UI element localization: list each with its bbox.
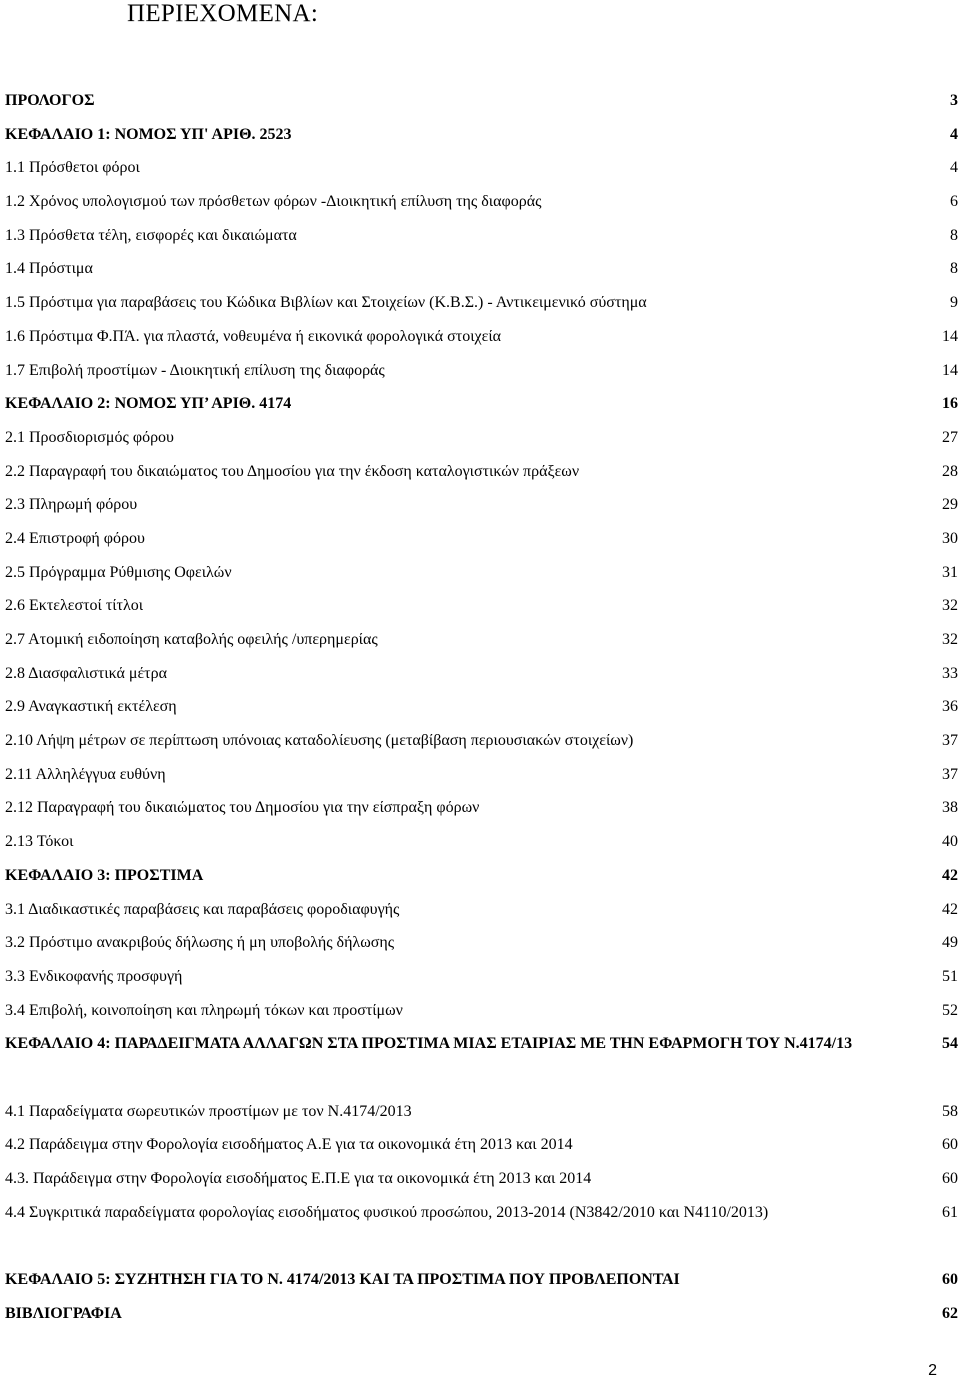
toc-entry-page: 30 (942, 529, 958, 547)
toc-entry (5, 558, 960, 592)
toc-entry-page: 27 (942, 428, 958, 446)
toc-entry-label: 1.6 Πρόστιμα Φ.ΠΆ. για πλαστά, νοθευμένα ή εικονικά φορολογικά στοιχεία (5, 327, 501, 345)
toc-entry-label: 1.2 Χρόνος υπολογισμού των πρόσθετων φόρων -Διοικητική επίλυση της διαφοράς (5, 193, 542, 211)
toc-entry (5, 322, 960, 356)
toc-entry-label: 2.2 Παραγραφή του δικαιώματος του Δημοσίου για την έκδοση καταλογιστικών πράξεων (5, 462, 580, 480)
table-of-contents (5, 86, 960, 1332)
toc-entry (5, 490, 960, 524)
toc-entry-page: 8 (950, 260, 958, 278)
toc-entry (5, 760, 960, 794)
toc-entry-label: ΒΙΒΛΙΟΓΡΑΦΙΑ (5, 1304, 122, 1322)
toc-entry-page: 52 (942, 1001, 958, 1019)
toc-entry-label: 2.1 Προσδιορισμός φόρου (5, 428, 174, 446)
toc-entry-page: 32 (942, 631, 958, 648)
toc-entry (5, 1198, 960, 1265)
toc-entry-page: 51 (942, 967, 958, 985)
toc-entry (5, 625, 960, 659)
toc-entry-page: 8 (950, 226, 958, 244)
toc-entry-label: 2.10 Λήψη μέτρων σε περίπτωση υπόνοιας καταδολίευσης (μεταβίβαση περιουσιακών στοιχείων) (5, 732, 634, 750)
toc-entry-label: 3.1 Διαδικαστικές παραβάσεις και παραβάσεις φοροδιαφυγής (5, 900, 400, 918)
toc-entry (5, 793, 960, 827)
toc-chapter-entry (5, 1265, 960, 1299)
toc-entry-page: 37 (942, 765, 958, 783)
toc-chapter-entry (5, 1029, 960, 1096)
toc-entry (5, 928, 960, 962)
toc-entry (5, 187, 960, 221)
toc-entry-label: 1.4 Πρόστιμα (5, 260, 93, 278)
toc-entry-label: 2.12 Παραγραφή του δικαιώματος του Δημοσίου για την είσπραξη φόρων (5, 799, 480, 817)
toc-entry-page: 61 (942, 1203, 958, 1221)
toc-entry-page: 4 (950, 125, 958, 143)
toc-chapter-entry (5, 86, 960, 120)
toc-entry-page: 60 (942, 1271, 958, 1289)
toc-chapter-entry (5, 389, 960, 423)
toc-entry-label: 2.13 Τόκοι (5, 833, 74, 851)
toc-entry (5, 962, 960, 996)
toc-entry (5, 254, 960, 288)
toc-entry-page: 14 (942, 361, 958, 379)
toc-entry-page: 28 (942, 462, 958, 480)
toc-entry (5, 591, 960, 625)
toc-entry-label: 4.4 Συγκριτικά παραδείγματα φορολογίας εισοδήματος φυσικού προσώπου, 2013-2014 (Ν3842/2010 και Ν4110/2013) (5, 1203, 769, 1221)
toc-entry (5, 524, 960, 558)
toc-entry-label: ΠΡΟΛΟΓΟΣ (5, 92, 95, 109)
toc-entry-page: 3 (950, 92, 958, 109)
toc-entry (5, 827, 960, 861)
toc-entry-page: 36 (942, 698, 958, 716)
toc-entry (5, 659, 960, 693)
toc-entry-label: 2.9 Αναγκαστική εκτέλεση (5, 698, 177, 716)
toc-entry-page: 54 (942, 1035, 958, 1053)
toc-entry-page: 42 (942, 866, 958, 884)
toc-entry-page: 37 (942, 732, 958, 750)
toc-entry-label: ΚΕΦΑΛΑΙΟ 2: ΝΟΜΟΣ ΥΠ’ ΑΡΙΘ. 4174 (5, 395, 292, 413)
toc-entry-page: 62 (942, 1304, 958, 1322)
toc-entry-label: 1.7 Επιβολή προστίμων - Διοικητική επίλυση της διαφοράς (5, 361, 385, 379)
toc-entry-label: 2.7 Ατομική ειδοποίηση καταβολής οφειλής /υπερημερίας (5, 631, 378, 648)
toc-entry (5, 423, 960, 457)
toc-entry (5, 726, 960, 760)
toc-entry-page: 40 (942, 833, 958, 851)
toc-entry-page: 32 (942, 597, 958, 615)
toc-entry (5, 457, 960, 491)
toc-entry-label: 2.4 Επιστροφή φόρου (5, 529, 145, 547)
toc-entry (5, 895, 960, 929)
toc-entry-label: 1.1 Πρόσθετοι φόροι (5, 159, 140, 177)
toc-entry-label: 2.3 Πληρωμή φόρου (5, 496, 138, 514)
toc-entry-page: 60 (942, 1136, 958, 1154)
toc-entry-page: 9 (950, 294, 958, 312)
toc-entry (5, 221, 960, 255)
toc-entry-page: 42 (942, 900, 958, 918)
toc-entry-page: 38 (942, 799, 958, 817)
toc-entry-label: 4.3. Παράδειγμα στην Φορολογία εισοδήματος Ε.Π.Ε για τα οικονομικά έτη 2013 και 2014 (5, 1170, 592, 1188)
toc-entry-label: ΚΕΦΑΛΑΙΟ 5: ΣΥΖΗΤΗΣΗ ΓΙΑ ΤΟ Ν. 4174/2013 ΚΑΙ ΤΑ ΠΡΟΣΤΙΜΑ ΠΟΥ ΠΡΟΒΛΕΠΟΝΤΑΙ (5, 1271, 680, 1289)
toc-entry-page: 31 (942, 563, 958, 581)
toc-entry-label: 3.4 Επιβολή, κοινοποίηση και πληρωμή τόκων και προστίμων (5, 1001, 403, 1019)
toc-entry-label: 4.2 Παράδειγμα στην Φορολογία εισοδήματος Α.Ε για τα οικονομικά έτη 2013 και 2014 (5, 1136, 573, 1154)
toc-entry-page: 14 (942, 327, 958, 345)
toc-entry (5, 153, 960, 187)
toc-entry-page: 58 (942, 1102, 958, 1120)
toc-entry-page: 29 (942, 496, 958, 514)
toc-entry-label: 4.1 Παραδείγματα σωρευτικών προστίμων με τον Ν.4174/2013 (5, 1102, 412, 1120)
toc-entry (5, 1130, 960, 1164)
toc-entry-label: ΚΕΦΑΛΑΙΟ 3: ΠΡΟΣΤΙΜΑ (5, 866, 204, 884)
page-number: 2 (928, 1362, 937, 1379)
toc-entry-label: ΚΕΦΑΛΑΙΟ 4: ΠΑΡΑΔΕΙΓΜΑΤΑ ΑΛΛΑΓΩΝ ΣΤΑ ΠΡΟΣΤΙΜΑ ΜΙΑΣ ΕΤΑΙΡΙΑΣ ΜΕ ΤΗΝ ΕΦΑΡΜΟΓΗ ΤΟΥ Ν.4174/13 (5, 1035, 853, 1053)
toc-entry-page: 16 (942, 395, 958, 413)
toc-entry-page: 6 (950, 193, 958, 211)
toc-chapter-entry (5, 1299, 960, 1333)
toc-chapter-entry (5, 861, 960, 895)
toc-entry (5, 356, 960, 390)
toc-entry-label: 2.11 Αλληλέγγυα ευθύνη (5, 765, 166, 783)
toc-entry-label: 2.6 Εκτελεστοί τίτλοι (5, 597, 144, 615)
toc-entry-label: 3.3 Ενδικοφανής προσφυγή (5, 967, 183, 985)
toc-entry-label: 2.8 Διασφαλιστικά μέτρα (5, 664, 167, 682)
toc-entry (5, 1097, 960, 1131)
toc-entry-page: 49 (942, 934, 958, 952)
toc-entry (5, 692, 960, 726)
toc-entry-label: 2.5 Πρόγραμμα Ρύθμισης Οφειλών (5, 563, 232, 581)
toc-entry-label: 1.3 Πρόσθετα τέλη, εισφορές και δικαιώματα (5, 226, 297, 244)
toc-entry-label: ΚΕΦΑΛΑΙΟ 1: ΝΟΜΟΣ ΥΠ' ΑΡΙΘ. 2523 (5, 125, 292, 143)
toc-entry (5, 288, 960, 322)
toc-entry-page: 4 (950, 159, 958, 177)
toc-entry-page: 33 (942, 664, 958, 682)
toc-chapter-entry (5, 120, 960, 154)
toc-entry-label: 3.2 Πρόστιμο ανακριβούς δήλωσης ή μη υποβολής δήλωσης (5, 934, 395, 952)
page-title: ΠΕΡΙΕΧΟΜΕΝΑ: (127, 0, 319, 27)
toc-entry-page: 60 (942, 1170, 958, 1188)
toc-entry (5, 1164, 960, 1198)
toc-entry (5, 996, 960, 1030)
toc-entry-label: 1.5 Πρόστιμα για παραβάσεις του Κώδικα Βιβλίων και Στοιχείων (Κ.Β.Σ.) - Αντικειμενικό σύστημα (5, 294, 647, 312)
